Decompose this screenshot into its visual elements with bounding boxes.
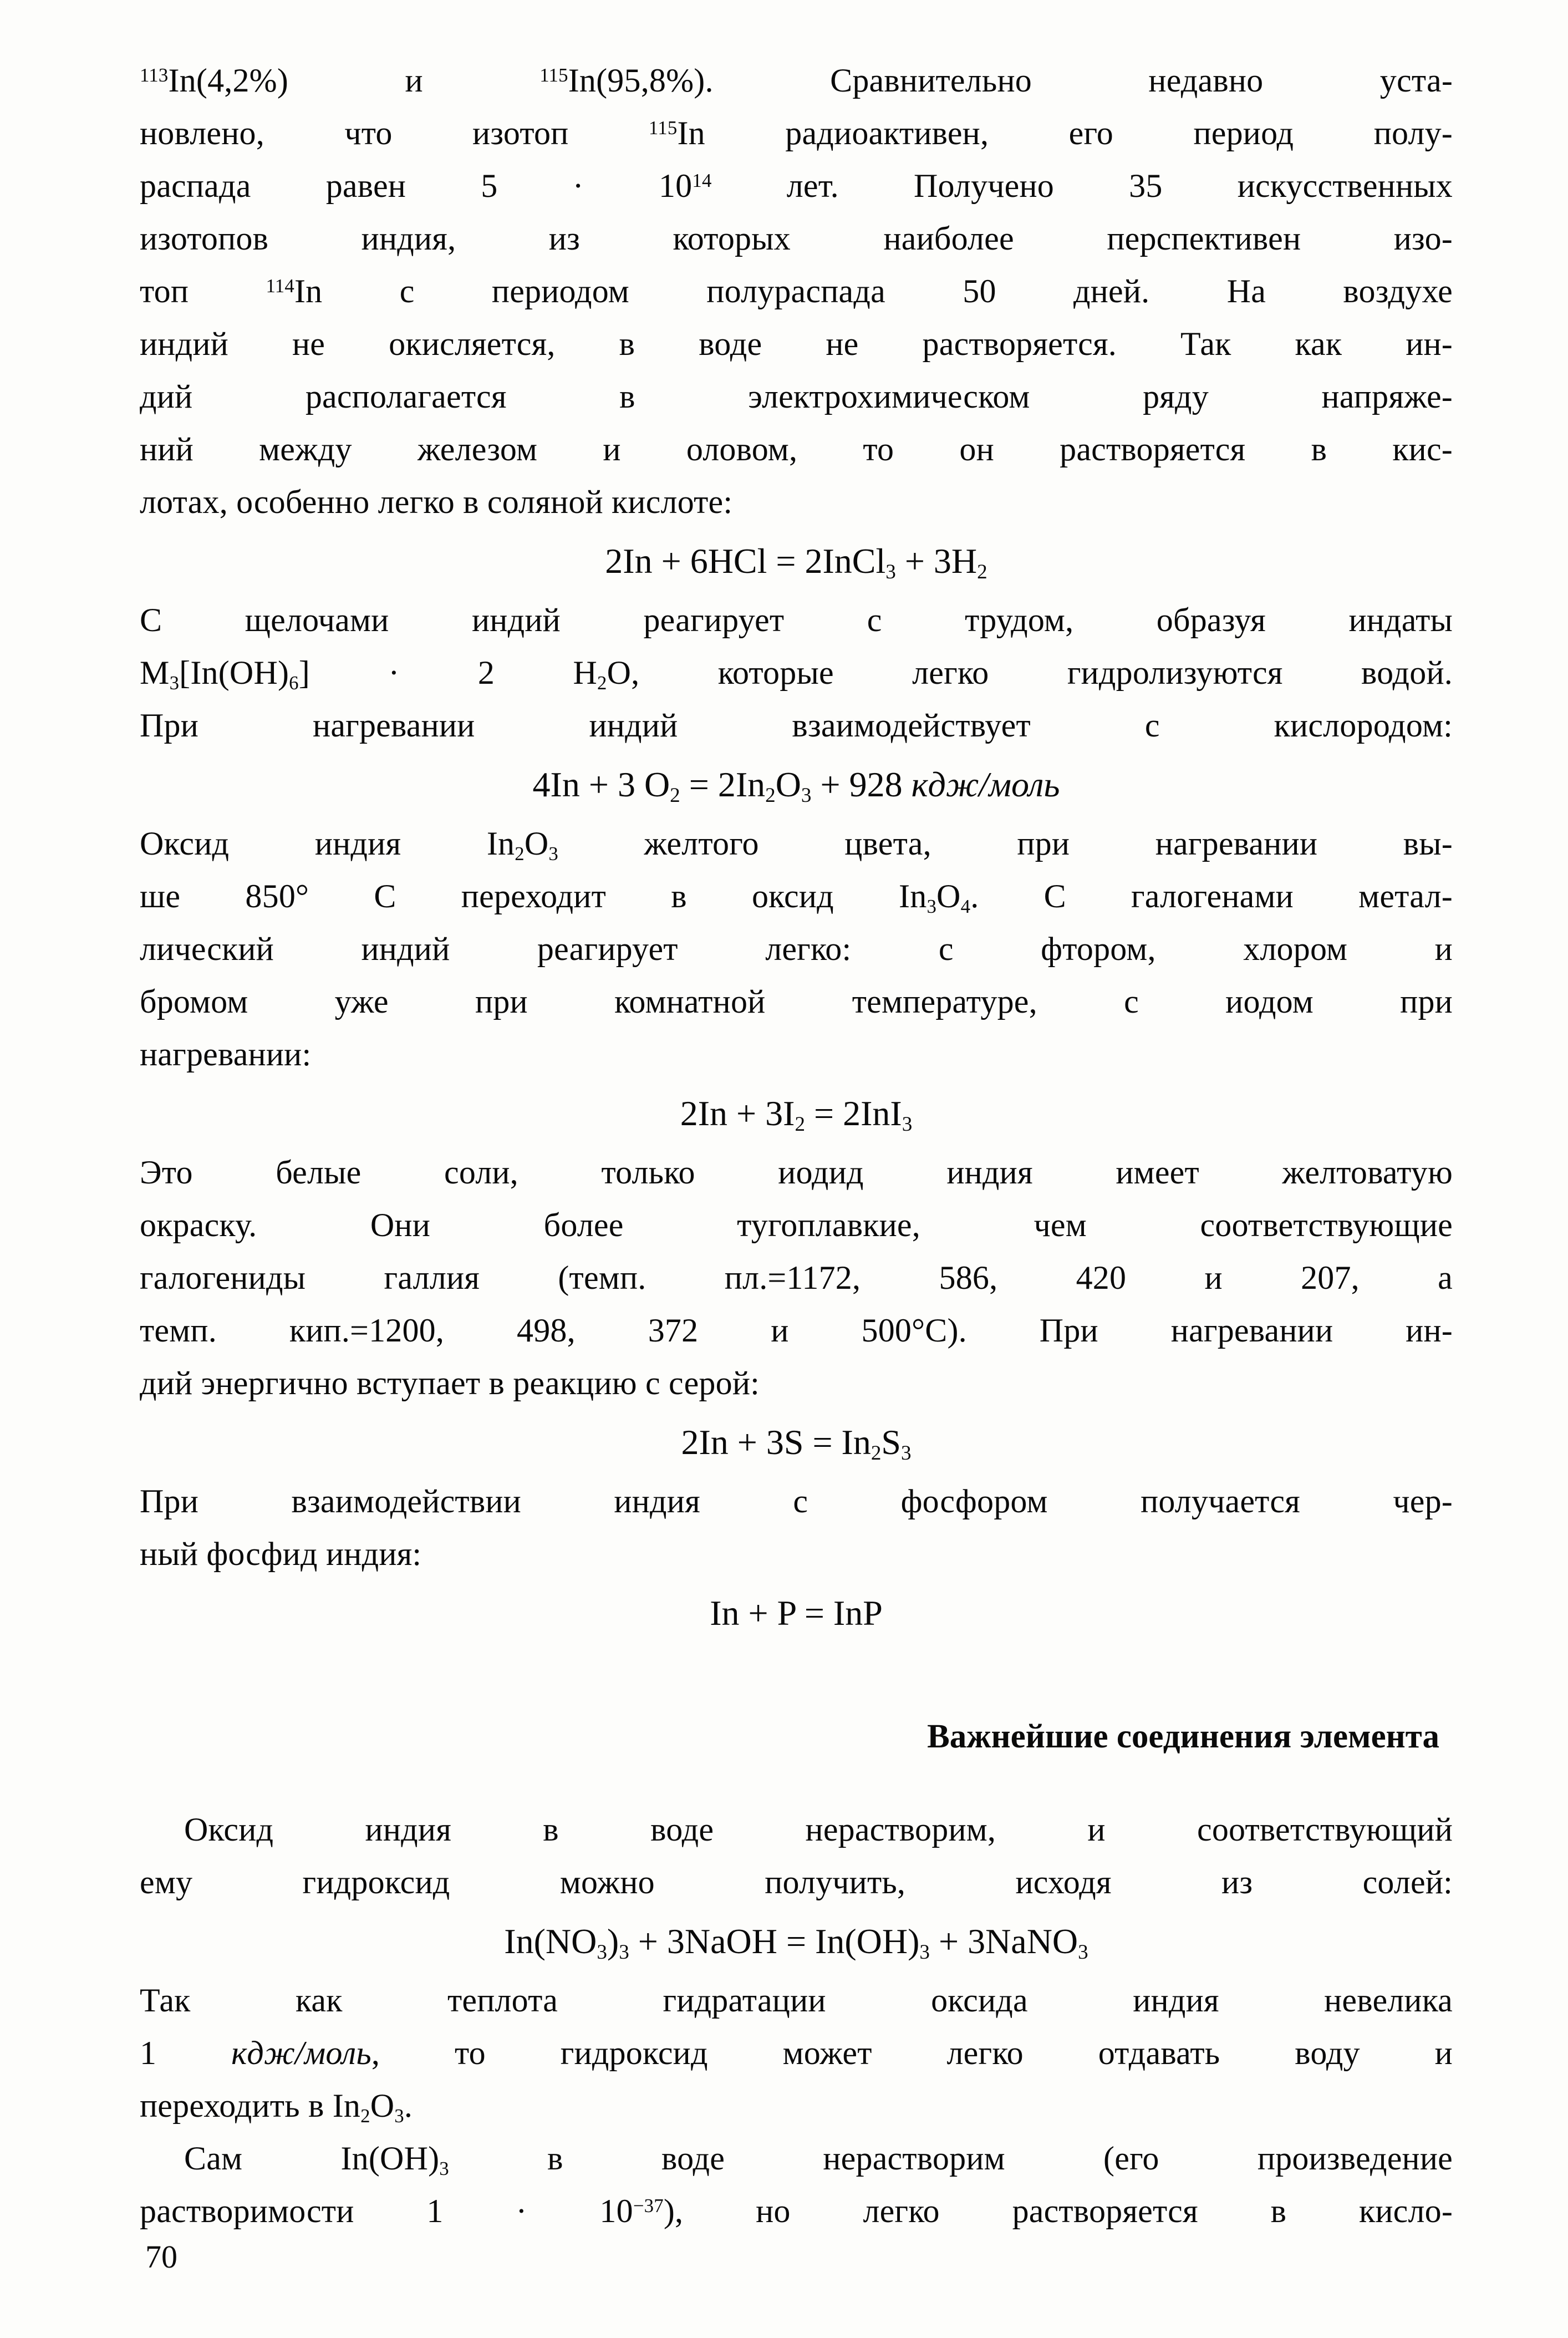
text-line: индий не окисляется, в воде не растворяется. Так как ин-	[140, 326, 1453, 362]
text-line: M3[In(OH)6] · 2 H2O, которые легко гидролизуются водой.	[140, 654, 1453, 694]
text-line: При взаимодействии индия с фосфором получается чер-	[140, 1483, 1453, 1519]
text-line: нагревании:	[140, 1036, 312, 1073]
text-line: Так как теплота гидратации оксида индия невелика	[140, 1982, 1453, 2019]
text-line: лический индий реагирует легко: с фтором, хлором и	[140, 931, 1453, 967]
section-heading: Важнейшие соединения элемента	[927, 1718, 1439, 1755]
text-column	[140, 54, 1453, 2238]
text-line: Сам In(OH)3 в воде нерастворим (его произведение	[184, 2140, 1453, 2179]
chemical-equation-hcl: 2In + 6HCl = 2InCl3 + 3H2	[605, 541, 987, 584]
text-line: изотопов индия, из которых наиболее перспективен изо-	[140, 220, 1453, 257]
text-line: лотах, особенно легко в соляной кислоте:	[140, 484, 733, 520]
text-line: Оксид индия In2O3 желтого цвета, при нагревании вы-	[140, 825, 1453, 865]
text-line: ный фосфид индия:	[140, 1536, 422, 1572]
chemical-equation-oxygen: 4In + 3 O2 = 2In2O3 + 928 кдж/моль	[532, 765, 1060, 807]
text-line: ше 850° С переходит в оксид In3O4. С галогенами метал-	[140, 878, 1453, 917]
text-line: распада равен $5 \cdot 10^{14}$ лет. Получено 35 искусственных	[140, 167, 1453, 204]
chemical-equation-hydroxide: In(NO3)3 + 3NaOH = In(OH)3 + 3NaNO3	[504, 1922, 1088, 1964]
text-line: бромом уже при комнатной температуре, с иодом при	[140, 983, 1453, 1020]
text-line: галогениды галлия (темп. пл.=1172, 586, 420 и 207, а	[140, 1259, 1453, 1296]
text-line: ний между железом и оловом, то он растворяется в кис-	[140, 431, 1453, 467]
page-number: 70	[145, 2239, 177, 2275]
text-line: переходить в In2O3.	[140, 2087, 413, 2127]
text-line: топ $^{114}$In с периодом полураспада 50 дней. На воздухе	[140, 273, 1453, 309]
text-line: окраску. Они более тугоплавкие, чем соответствующие	[140, 1207, 1453, 1243]
text-line: растворимости $1 \cdot 10^{-37}$), но легко растворяется в кисло-	[140, 2193, 1453, 2229]
text-line: Оксид индия в воде нерастворим, и соответствующий	[184, 1811, 1453, 1848]
text-line: ему гидроксид можно получить, исходя из солей:	[140, 1864, 1453, 1900]
text-line: Это белые соли, только иодид индия имеет желтоватую	[140, 1154, 1453, 1191]
text-line: темп. кип.=1200, 498, 372 и 500°С). При нагревании ин-	[140, 1312, 1453, 1349]
chemical-equation-iodine: 2In + 3I2 = 2InI3	[680, 1094, 913, 1136]
text-line: дий располагается в электрохимическом ряду напряже-	[140, 378, 1453, 415]
text-line: При нагревании индий взаимодействует с кислородом:	[140, 707, 1453, 744]
chemical-equation-phosphorus: In + P = InP	[710, 1593, 883, 1633]
chemical-equation-sulfur: 2In + 3S = In2S3	[681, 1422, 912, 1465]
text-line: С щелочами индий реагирует с трудом, образуя индаты	[140, 602, 1453, 638]
text-line: новлено, что изотоп $^{115}$In радиоактивен, его период полу-	[140, 115, 1453, 151]
text-line: $^{113}$In(4,2%) и $^{115}$In(95,8%). Сравнительно недавно уста-	[140, 62, 1453, 99]
text-line: 1 кдж/моль, то гидроксид может легко отдавать воду и	[140, 2035, 1453, 2071]
text-line: дий энергично вступает в реакцию с серой:	[140, 1365, 760, 1401]
